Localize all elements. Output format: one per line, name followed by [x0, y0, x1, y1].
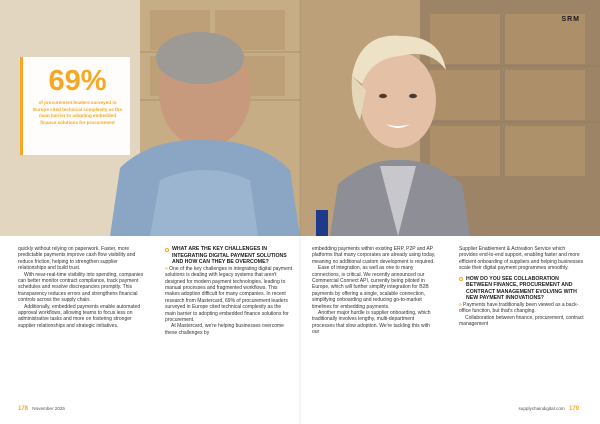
footer-left [18, 406, 65, 412]
text-column-1 [18, 246, 144, 329]
paragraph: With near-real-time visibility into spending, companies can better monitor contract compliance, track payment schedules and resolve discrepancies promptly. This transparency reduces errors and strengthens financial controls across the supply chain. [18, 271, 144, 304]
stat-caption: of procurement leaders surveyed in Europe cited technical complexity as the main barrier to adopting embedded finance solutions for procurement [33, 100, 122, 125]
question-text: WHAT ARE THE KEY CHALLENGES IN INTEGRATING DIGITAL PAYMENT SOLUTIONS AND HOW CAN THEY BE OVERCOME? [172, 246, 287, 266]
paragraph: embedding payments within existing ERP, P2P and AP platforms that many corporates are already using today, meaning no additional custom development is required. [312, 246, 436, 265]
answer-text: Payments have traditionally been viewed as a back-office function, but that's changing. [459, 302, 579, 315]
interview-question [459, 276, 585, 302]
site-link[interactable]: supplychaindigital.com [518, 406, 565, 411]
question-bullet-icon [165, 248, 169, 252]
paragraph [165, 266, 293, 324]
stat-callout [20, 57, 130, 155]
paragraph: Collaboration between finance, procurement, contract management [459, 314, 584, 328]
stat-value: 69% [48, 65, 107, 97]
paragraph: At Mastercard, we're helping businesses overcome these challenges by [165, 323, 284, 336]
paragraph: Another major hurdle is supplier onboarding, which traditionally involves lengthy, multi-department processes that slow adoption. We're tackling this with our [312, 310, 431, 336]
answer-text: One of the key challenges in integrating digital payment solutions is dealing with legacy systems that aren't designed for modern payment technologies, leading to manual processes and fragmented workflows. This makes adoption difficult for many companies. In recent research from Mastercard, 69% of procurement leaders surveyed in Europe cited technical complexity as the main barrier to adopting embedded finance solutions for procurement. [165, 265, 293, 324]
issue-date: November 2025 [32, 406, 65, 411]
question-bullet-icon [459, 277, 463, 281]
page-gutter [299, 0, 301, 424]
page-number: 179 [568, 406, 579, 412]
answer-marker-icon: » [459, 302, 464, 308]
paragraph: Additionally, embedded payments enable automated approval workflows, allowing teams to focus less on administrative tasks and more on fostering stronger supplier relationships and strategic initiatives. [18, 303, 141, 329]
text-column-3 [312, 246, 438, 336]
text-column-4 [459, 246, 585, 328]
paragraph: Supplier Enablement & Activation Service which provides end-to-end support, enabling faster and more efficient onboarding of suppliers and helping businesses scale their digital payment programmes smoothly. [459, 246, 584, 272]
question-text: HOW DO YOU SEE COLLABORATION BETWEEN FINANCE, PROCUREMENT AND CONTRACT MANAGEMENT EVOLVING WITH NEW PAYMENT INNOVATIONS? [466, 275, 577, 302]
paragraph: quickly without relying on paperwork. Faster, more predictable payments improve cash flow visibility and reduce friction, helping to strengthen supplier relationships and build trust. [18, 246, 136, 272]
footer-right [518, 406, 582, 412]
interview-question [165, 246, 293, 266]
paragraph: Ease of integration, as well as one to many connections, is critical. We recently announced our Commercial Connect API, currently being piloted in Europe, which will further simplify integration for B2B payments by offering a single, scalable connection, simplifying onboarding and reducing go-to-market timelines for embedding payments. [312, 265, 429, 310]
paragraph [459, 302, 585, 315]
page-number: 178 [18, 406, 29, 412]
answer-marker-icon: » [165, 265, 170, 272]
section-tag: SRM [561, 16, 580, 23]
text-column-2 [165, 246, 293, 336]
